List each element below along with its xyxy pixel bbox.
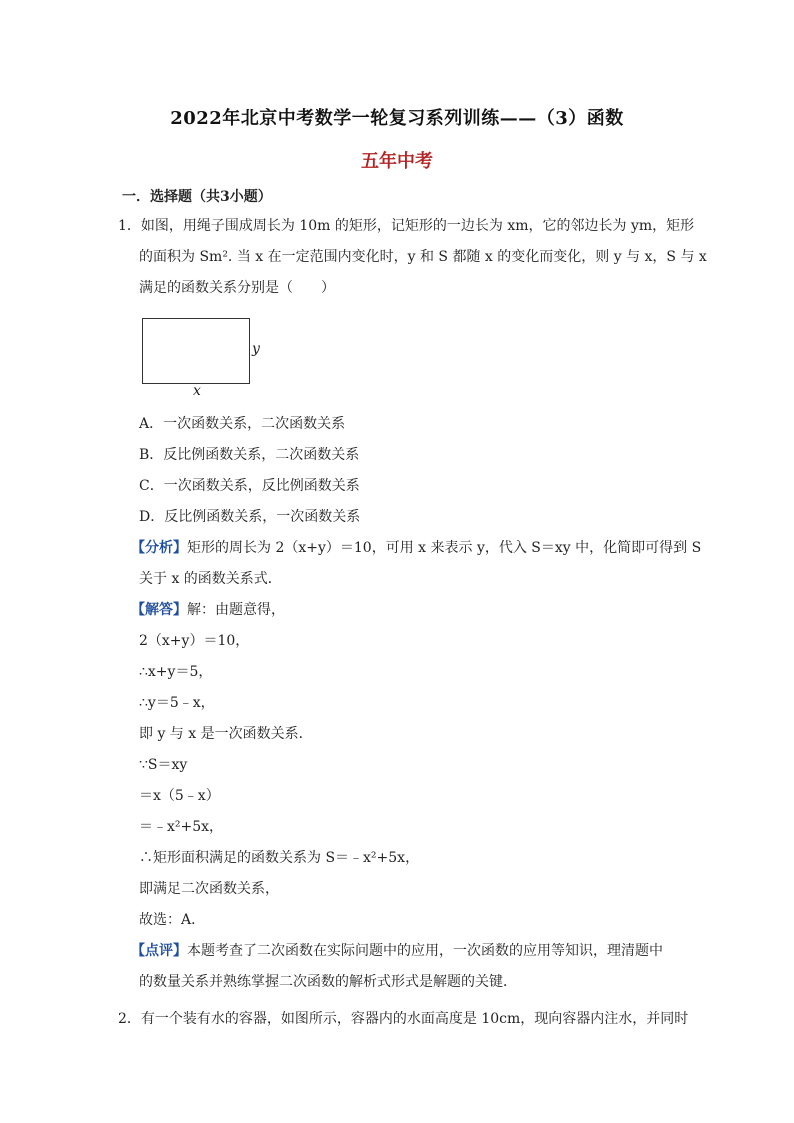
analysis-tag: 【分析】 (131, 540, 187, 556)
section-heading: 一．选择题（共3小题） (122, 189, 272, 205)
comment-line-2: 的数量关系并熟练掌握二次函数的解析式形式是解题的关键． (139, 974, 517, 990)
rectangle-figure (142, 318, 250, 384)
option-d[interactable]: D．反比例函数关系，一次函数关系 (139, 509, 361, 525)
page-subtitle: 五年中考 (361, 151, 433, 172)
solution-step-3: ∴y＝5﹣x， (139, 695, 215, 711)
solution-step-9: 即满足二次函数关系， (139, 881, 279, 897)
solution-step-10: 故选：A． (139, 912, 206, 928)
analysis-text-1: 矩形的周长为 2（x+y）＝10，可用 x 来表示 y，代入 S＝xy 中，化简即可得到 S (187, 540, 702, 556)
solution-step-4: 即 y 与 x 是一次函数关系． (139, 726, 313, 742)
comment-tag: 【点评】 (131, 943, 187, 959)
comment-line-1 (131, 941, 663, 961)
answer-tag: 【解答】 (131, 602, 187, 618)
figure-label-x: x (193, 383, 201, 399)
solution-step-5: ∵S＝xy (139, 757, 188, 773)
page-title: 2022年北京中考数学一轮复习系列训练——（3）函数 (170, 108, 624, 129)
question-1-line-3: 满足的函数关系分别是（ ） (139, 280, 335, 296)
analysis-line-2: 关于 x 的函数关系式． (139, 571, 282, 587)
solution-step-8: ∴矩形面积满足的函数关系为 S＝﹣x²+5x， (139, 850, 420, 866)
solution-step-6: ＝x（5﹣x） (139, 788, 220, 804)
solution-step-7: ＝﹣x²+5x， (139, 819, 224, 835)
comment-text-1: 本题考查了二次函数在实际问题中的应用，一次函数的应用等知识，理清题中 (187, 943, 663, 959)
option-c[interactable]: C．一次函数关系，反比例函数关系 (139, 478, 360, 494)
answer-intro: 解：由题意得， (187, 602, 285, 618)
question-1-line-2: 的面积为 Sm². 当 x 在一定范围内变化时，y 和 S 都随 x 的变化而变化，则 y 与 x，S 与 x (139, 249, 707, 265)
figure-label-y: y (252, 341, 260, 357)
solution-step-2: ∴x+y＝5， (139, 664, 213, 680)
answer-line (131, 600, 285, 620)
question-1-line-1: 1．如图，用绳子围成周长为 10m 的矩形，记矩形的一边长为 xm，它的邻边长为 ym，矩形 (118, 218, 695, 234)
analysis-line-1 (131, 538, 701, 558)
solution-step-1: 2（x+y）＝10， (139, 633, 250, 649)
option-a[interactable]: A．一次函数关系，二次函数关系 (139, 416, 346, 432)
question-2-line-1: 2．有一个装有水的容器，如图所示，容器内的水面高度是 10cm，现向容器内注水，并同时 (118, 1011, 689, 1027)
option-b[interactable]: B．反比例函数关系，二次函数关系 (139, 447, 360, 463)
